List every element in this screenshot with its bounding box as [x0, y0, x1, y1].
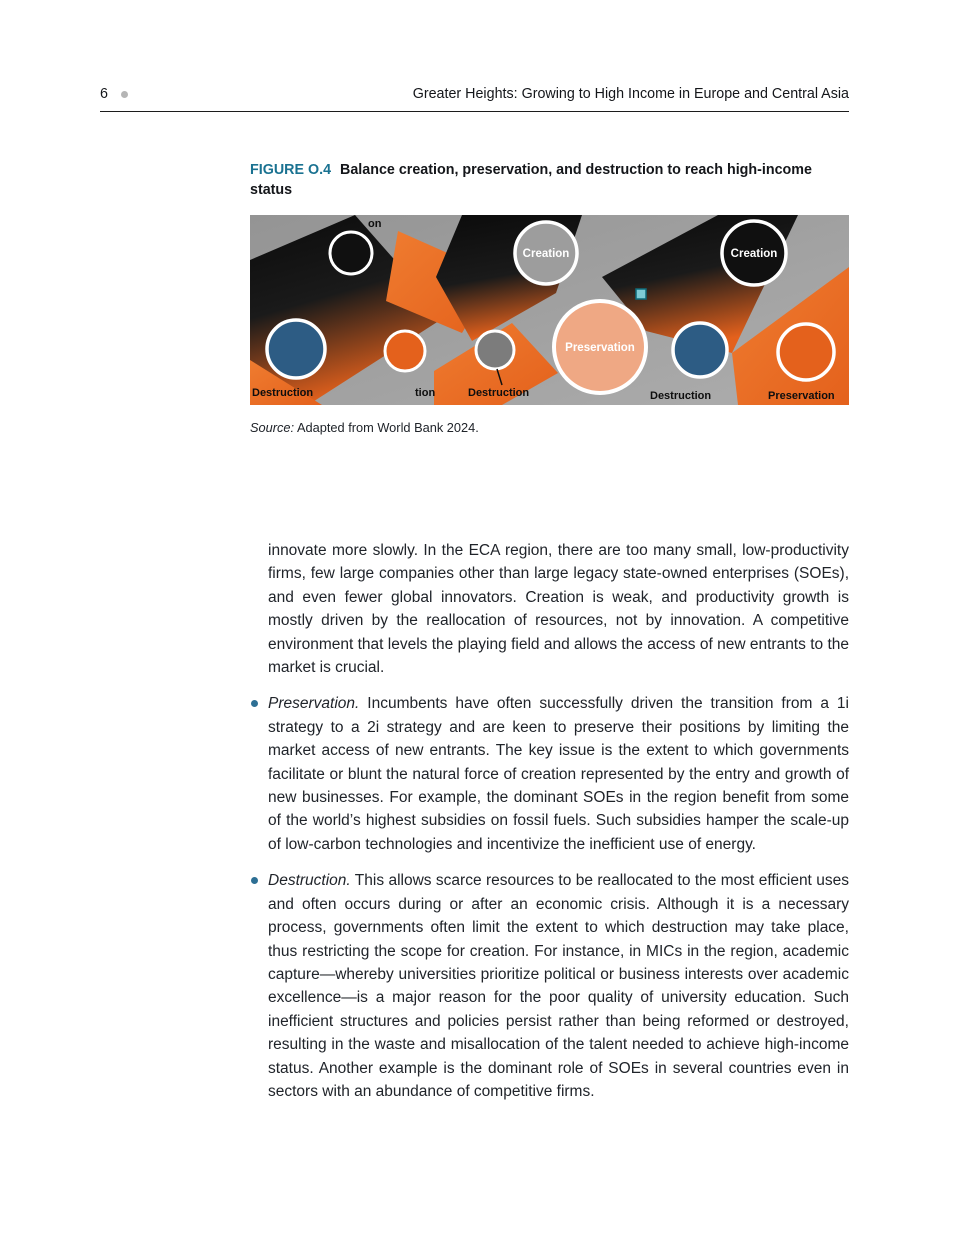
label-destruction-3: Destruction — [650, 390, 712, 402]
bullet-icon — [251, 877, 258, 884]
page-number: 6 — [100, 86, 108, 102]
destruction-circle-1 — [267, 320, 325, 378]
figure-source — [250, 420, 479, 435]
bullet-lead: Preservation. — [268, 695, 360, 713]
body-text — [250, 539, 849, 1103]
running-head: Greater Heights: Growing to High Income in Europe and Central Asia — [412, 86, 849, 102]
label-creation-2: Creation — [522, 248, 570, 260]
label-preservation-2: Preservation — [565, 342, 635, 354]
paragraph-creation-continued: innovate more slowly. In the ECA region, there are too many small, low-productivity firms, few large companies other than large legacy state-owned enterprises (SOEs), and even fewer global innovators. Creation is weak, and productivity growth is mostly driven by the reallocation of resources, not by innovation. A competitive environment that levels the playing field and allows the access of new entrants to the market is crucial. — [268, 542, 849, 677]
preservation-circle-1 — [385, 331, 425, 371]
label-preservation-3: Preservation — [768, 390, 835, 402]
label-creation-3: Creation — [730, 248, 778, 260]
page-header-left — [100, 86, 128, 102]
source-text: Adapted from World Bank 2024. — [294, 420, 479, 435]
preservation-circle-3 — [778, 324, 834, 380]
destruction-circle-2 — [476, 331, 514, 369]
figure-image — [250, 215, 849, 405]
figure-label: FIGURE O.4 — [250, 162, 332, 178]
bullet-item-preservation — [250, 692, 849, 856]
bullet-text: This allows scarce resources to be reallocated to the most efficient uses and often occurs during or after an economic crisis. Although it is a necessary process, governments often limit the extent to which destruction may take place, thus restricting the scope for creation. For instance, in MICs in the region, academic capture—whereby universities prioritize political or business interests over academic excellence—is a major reason for the poor quality of university education. Such inefficient structures and policies persist rather than being reformed or destroyed, resulting in the waste and misallocation of the talent needed to achieve high-income status. Another example is the dominant role of SOEs in several countries even in sectors with an abundance of competitive firms. — [268, 872, 849, 1100]
label-preservation-partial: tion — [415, 387, 436, 399]
figure-caption — [250, 161, 849, 200]
figure-title: Balance creation, preservation, and destruction to reach high-income status — [250, 162, 812, 198]
destruction-circle-3 — [673, 323, 727, 377]
bullet-item-destruction — [250, 869, 849, 1103]
header-dot-icon — [121, 91, 128, 98]
source-label: Source: — [250, 420, 295, 435]
label-creation-partial: on — [368, 218, 382, 230]
teal-square-marker — [636, 289, 646, 299]
bullet-lead: Destruction. — [268, 872, 351, 890]
label-destruction-1: Destruction — [252, 387, 314, 399]
figure-artwork — [250, 215, 849, 405]
label-destruction-2: Destruction — [468, 387, 530, 399]
creation-circle-1 — [330, 232, 372, 274]
page-header — [100, 86, 849, 112]
bullet-text: Incumbents have often successfully driven the transition from a 1i strategy to a 2i strategy and are keen to preserve their positions by limiting the market access of new entrants. The key issue is the extent to which governments facilitate or blunt the natural force of creation represented by the entry and growth of new businesses. For example, the dominant SOEs in the region benefit from some of the world’s highest subsidies on fossil fuels. Such subsidies hamper the scale-up of low-carbon technologies and incentivize the inefficient use of energy. — [268, 695, 849, 853]
bullet-icon — [251, 700, 258, 707]
